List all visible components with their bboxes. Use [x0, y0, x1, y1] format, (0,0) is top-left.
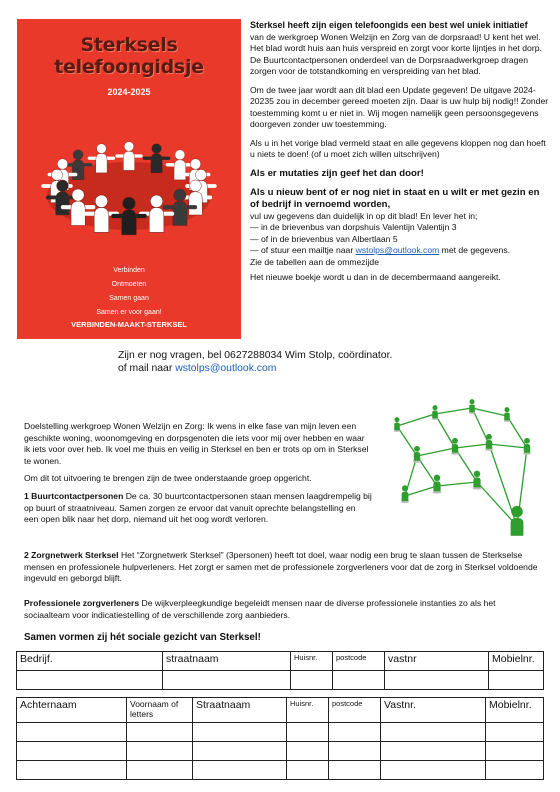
network-figure — [451, 438, 459, 455]
cover-line-3: Samen gaan — [109, 295, 149, 302]
person-table — [16, 697, 544, 780]
mail-option-prefix: — of stuur een mailtje naar — [250, 245, 356, 255]
network-figure — [469, 399, 476, 414]
input-cell[interactable] — [193, 761, 287, 780]
intro-paragraph-1: van de werkgroep Wonen Welzijn en Zorg van de dorpsraad! U kent het wel. Het blad wordt huis aan huis verspreid en zorgt voor korte lijntjes in het dorp. De Buurtcontactpersonen onderdeel van de Dorpsraadwerkgroep dragen zorgen voor de totstandkoming en verspreiding van het blad. — [250, 31, 542, 76]
intro-text — [250, 20, 550, 291]
input-cell[interactable] — [486, 761, 544, 780]
network-link — [397, 414, 435, 426]
header-bedrijf: Bedrijf. — [17, 652, 163, 671]
header-vastnr: Vastnr. — [381, 698, 486, 723]
header-vastnr: vastnr — [385, 652, 489, 671]
delivery-note: Het nieuwe boekje wordt u dan in de decembermaand aangereikt. — [250, 272, 501, 282]
input-cell[interactable] — [287, 723, 329, 742]
input-cell[interactable] — [193, 723, 287, 742]
people-circle-illustration — [31, 114, 227, 254]
cover-title: Sterksels telefoongidsje — [54, 34, 204, 78]
header-postcode: postcode — [333, 652, 385, 671]
goal-paragraph: Doelstelling werkgroep Wonen Welzijn en Zorg: Ik wens in elke fase van mijn leven een geschikte woning, woonomgeving en dorpsgenoten die iets voor mij over hebben en waar ik iets voor over heb. Ik voel me thuis en veilig in Sterksel en ben er trots op om in Sterksel te wonen. — [24, 421, 369, 466]
network-figure — [504, 407, 511, 422]
header-voornaam: Voornaam of letters — [127, 698, 193, 723]
cover-line-2: Ontmoeten — [111, 281, 147, 288]
input-cell[interactable] — [127, 723, 193, 742]
mutations-heading: Als er mutaties zijn geef het dan door! — [250, 167, 424, 179]
network-link — [455, 444, 489, 448]
input-cell[interactable] — [381, 742, 486, 761]
section-2-title: 2 Zorgnetwerk Sterksel — [24, 550, 119, 560]
input-cell[interactable] — [287, 761, 329, 780]
section-1-text: De ca. 30 buurtcontactpersonen staan mensen laagdrempelig bij op buurt of straatniveau. Samen zorgen ze ervoor dat vanuit oprechte belangstelling en een open blik naar het dorp, niemand uit het oog wordt verloren. — [24, 490, 372, 525]
contact-block — [118, 349, 392, 376]
input-cell[interactable] — [486, 742, 544, 761]
header-postcode: postcode — [329, 698, 381, 723]
input-cell[interactable] — [381, 723, 486, 742]
intro-lead: Sterksel heeft zijn eigen telefoongids een best wel uniek initiatief — [250, 20, 528, 30]
groups-intro: Om dit tot uitvoering te brengen zijn de twee onderstaande groep opgericht. — [24, 473, 312, 484]
header-mobielnr: Mobielnr. — [489, 652, 544, 671]
contact-mail-prefix: of mail naar — [118, 363, 176, 375]
contact-phone-line: Zijn er nog vragen, bel 0627288034 Wim Stolp, coördinator. — [118, 350, 393, 361]
input-cell[interactable] — [127, 742, 193, 761]
network-link — [417, 448, 455, 456]
input-cell[interactable] — [291, 671, 333, 690]
network-figure — [432, 405, 439, 420]
cover-line-4: Samen er voor gaan! — [96, 309, 162, 316]
network-figure — [433, 475, 442, 494]
section-3-text: De wijkverpleegkundige begeleidt mensen naar de diverse professionele instanties zo als het sociaalteam voor indicatiestelling of de verschillende zorg aanbieders. — [24, 598, 496, 620]
network-figure — [473, 471, 482, 490]
see-tables-note: Zie de tabellen aan de ommezijde — [250, 256, 379, 267]
network-link — [472, 408, 507, 416]
section-2 — [24, 550, 540, 585]
intro-paragraph-3: Als u in het vorige blad vermeld staat en alle gegevens kloppen nog dan hoeft u niets te doen! (of u moet zich willen uitschrijven) — [250, 137, 546, 159]
cover-slogan: VERBINDEN-MAAKT-STERKSEL — [71, 320, 187, 329]
network-figure — [401, 485, 410, 503]
input-cell[interactable] — [486, 723, 544, 742]
network-link — [405, 486, 437, 496]
header-huisnr: Huisnr. — [291, 652, 333, 671]
input-cell[interactable] — [329, 723, 381, 742]
input-cell[interactable] — [385, 671, 489, 690]
input-cell[interactable] — [329, 761, 381, 780]
section-3-title: Professionele zorgverleners — [24, 598, 140, 608]
input-cell[interactable] — [381, 761, 486, 780]
input-cell[interactable] — [17, 761, 127, 780]
network-people-illustration — [377, 386, 547, 536]
header-mobielnr: Mobielnr. — [486, 698, 544, 723]
header-straatnaam: straatnaam — [163, 652, 291, 671]
header-straatnaam: Straatnaam — [193, 698, 287, 723]
network-figure — [485, 434, 493, 451]
cover-image — [17, 19, 241, 339]
contact-email-link[interactable]: wstolps@outlook.com — [175, 363, 277, 375]
header-huisnr: Huisnr. — [287, 698, 329, 723]
input-cell[interactable] — [17, 742, 127, 761]
input-cell[interactable] — [193, 742, 287, 761]
input-cell[interactable] — [163, 671, 291, 690]
new-residents-heading: Als u nieuw bent of er nog niet in staat en u wilt er met gezin en of bedrijf in vernoemd worden, — [250, 186, 540, 210]
email-link[interactable]: wstolps@outlook.com — [355, 245, 440, 255]
cover-line-1: Verbinden — [113, 267, 145, 274]
input-cell[interactable] — [17, 671, 163, 690]
cover-year: 2024-2025 — [107, 87, 151, 97]
network-link — [437, 482, 477, 486]
input-cell[interactable] — [329, 742, 381, 761]
network-figure — [523, 438, 531, 455]
network-link — [489, 444, 527, 448]
dropoff-option-2: — of in de brievenbus van Albertlaan 5 — [250, 233, 398, 244]
intro-paragraph-2: Om de twee jaar wordt aan dit blad een Update gegeven! De uitgave 2024-20235 zou in december gereed moeten zijn. Daar is uw hulp bij nodig!! Zonder toestemming komt u er niet in. Wij mogen namelijk geen persoonsgegevens doorgeven zonder uw toestemming. — [250, 84, 549, 129]
network-figure — [394, 417, 401, 432]
business-table — [16, 651, 544, 690]
closing-statement: Samen vormen zij hét sociale gezicht van Sterksel! — [24, 632, 261, 643]
network-figure — [509, 506, 525, 536]
input-cell[interactable] — [17, 723, 127, 742]
header-achternaam: Achternaam — [17, 698, 127, 723]
input-cell[interactable] — [333, 671, 385, 690]
input-cell[interactable] — [287, 742, 329, 761]
input-cell[interactable] — [127, 761, 193, 780]
section-3 — [24, 598, 540, 621]
input-cell[interactable] — [489, 671, 544, 690]
network-figure — [413, 446, 421, 463]
network-link — [435, 408, 472, 414]
section-2-text: Het “Zorgnetwerk Sterksel” (3personen) heeft tot doel, waar nodig een brug te slaan tussen de Sterkselse mensen en professionele hulpverleners. Het zorgt er samen met de professionele zorgverleners voor dat de zorg in Sterksel voldoende ingevuld en geborgd blijft. — [24, 550, 538, 584]
network-link — [477, 482, 517, 526]
mail-option-suffix: met de gegevens. — [439, 245, 511, 255]
dropoff-option-1: — in de brievenbus van dorpshuis Valentijn Valentijn 3 — [250, 222, 457, 232]
section-1-title: 1 Buurtcontactpersonen — [24, 490, 124, 501]
instructions-line: vul uw gegevens dan duidelijk in op dit blad! En lever het in; — [250, 210, 478, 221]
goals-text — [24, 421, 372, 532]
